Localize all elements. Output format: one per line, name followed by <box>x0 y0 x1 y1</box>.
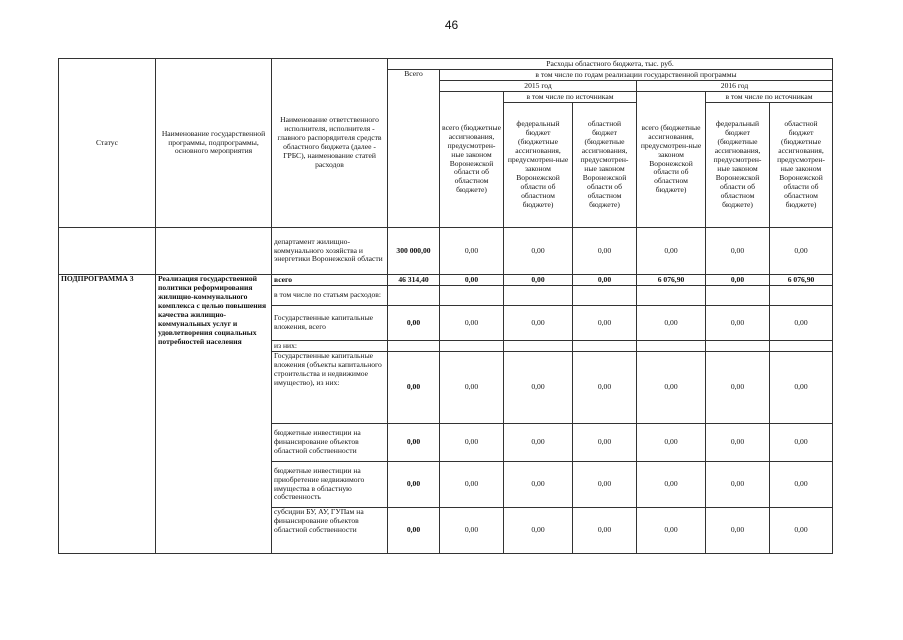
row-value: 0,00 <box>573 424 637 462</box>
header-2016-federal: федеральный бюджет (бюджетные ассигнования, предусмотрен-ные законом Воронежской области об областном бюджете) <box>706 103 770 228</box>
row-value <box>504 286 573 306</box>
row-value <box>440 286 504 306</box>
row-value: 0,00 <box>504 462 573 508</box>
dept-value-2016-total: 0,00 <box>637 228 706 275</box>
header-2015-by-sources: в том числе по источникам <box>504 92 637 103</box>
row-value: 0,00 <box>440 306 504 341</box>
row-value: 0,00 <box>573 462 637 508</box>
row-value: 0,00 <box>504 352 573 424</box>
row-label: Государственные капитальные вложения, всего <box>272 306 388 341</box>
dept-value-2016-regional: 0,00 <box>770 228 833 275</box>
header-2016-total: всего (бюджетные ассигнования, предусмотрен-ные законом Воронежской области об областном бюджете) <box>637 92 706 228</box>
header-year-2016: 2016 год <box>637 81 833 92</box>
budget-table <box>58 58 833 554</box>
row-value: 0,00 <box>770 508 833 554</box>
row-value: 0,00 <box>504 424 573 462</box>
row-label: всего <box>272 275 388 286</box>
row-value: 0,00 <box>770 306 833 341</box>
header-2016-regional: областной бюджет (бюджетные ассигнования, предусмотрен-ные законом Воронежской области об областном бюджете) <box>770 103 833 228</box>
row-value: 0,00 <box>504 508 573 554</box>
row-value: 0,00 <box>388 352 440 424</box>
header-total: Всего <box>388 70 440 228</box>
dept-name: департамент жилищно-коммунального хозяйства и энергетики Воронежской области <box>272 228 388 275</box>
row-value: 0,00 <box>706 424 770 462</box>
subprogram-status: ПОДПРОГРАММА 3 <box>59 275 156 554</box>
row-value: 0,00 <box>388 508 440 554</box>
row-label: бюджетные инвестиции на приобретение недвижимого имущества в областную собственность <box>272 462 388 508</box>
row-value: 0,00 <box>770 352 833 424</box>
row-value: 0,00 <box>770 462 833 508</box>
row-value <box>706 341 770 352</box>
row-value: 0,00 <box>706 352 770 424</box>
row-label: субсидии БУ, АУ, ГУПам на финансирование объектов областной собственности <box>272 508 388 554</box>
row-value: 0,00 <box>637 306 706 341</box>
row-label: Государственные капитальные вложения (объекты капитального строительства и недвижимое имущество), из них: <box>272 352 388 424</box>
row-value: 0,00 <box>637 424 706 462</box>
row-label: бюджетные инвестиции на финансирование объектов областной собственности <box>272 424 388 462</box>
page-number: 46 <box>444 18 459 32</box>
row-value: 0,00 <box>440 508 504 554</box>
row-value: 6 076,90 <box>637 275 706 286</box>
table-row-department <box>59 228 833 275</box>
row-value: 0,00 <box>388 462 440 508</box>
row-value: 0,00 <box>573 306 637 341</box>
row-value: 0,00 <box>706 462 770 508</box>
header-2016-by-sources: в том числе по источникам <box>706 92 833 103</box>
row-value <box>573 341 637 352</box>
row-value <box>637 341 706 352</box>
dept-status-cell <box>59 228 156 275</box>
row-value: 46 314,40 <box>388 275 440 286</box>
subprogram-name: Реализация государственной политики реформирования жилищно-коммунального комплекса с целью повышения качества жилищно-коммунальных услуг и удовлетворения социальных потребностей населения <box>156 275 272 554</box>
row-value: 0,00 <box>573 508 637 554</box>
header-2015-regional: областной бюджет (бюджетные ассигнования, предусмотрен-ные законом Воронежской области об областном бюджете) <box>573 103 637 228</box>
row-value: 0,00 <box>504 306 573 341</box>
row-value: 0,00 <box>706 306 770 341</box>
row-value: 0,00 <box>573 352 637 424</box>
row-value <box>440 341 504 352</box>
row-value <box>706 286 770 306</box>
row-value: 0,00 <box>440 275 504 286</box>
row-value: 0,00 <box>504 275 573 286</box>
dept-value-total: 300 000,00 <box>388 228 440 275</box>
row-value: 0,00 <box>440 462 504 508</box>
dept-value-2015-total: 0,00 <box>440 228 504 275</box>
dept-program-cell <box>156 228 272 275</box>
row-value: 0,00 <box>388 306 440 341</box>
row-value <box>637 286 706 306</box>
row-value: 0,00 <box>706 508 770 554</box>
row-value <box>573 286 637 306</box>
row-value <box>388 341 440 352</box>
row-value: 0,00 <box>770 424 833 462</box>
row-label: в том числе по статьям расходов: <box>272 286 388 306</box>
row-value <box>504 341 573 352</box>
header-year-2015: 2015 год <box>440 81 637 92</box>
header-program-name: Наименование государственной программы, подпрограммы, основного мероприятия <box>156 59 272 228</box>
dept-value-2015-regional: 0,00 <box>573 228 637 275</box>
row-value: 0,00 <box>573 275 637 286</box>
row-value <box>770 341 833 352</box>
table-row <box>59 275 833 286</box>
header-executor: Наименование ответственного исполнителя, исполнителя - главного распорядителя средств областного бюджета (далее - ГРБС), наименование статей расходов <box>272 59 388 228</box>
header-2015-total: всего (бюджетные ассигнования, предусмотрен-ные законом Воронежской области об областном бюджете) <box>440 92 504 228</box>
row-value: 0,00 <box>440 352 504 424</box>
row-value: 0,00 <box>440 424 504 462</box>
dept-value-2016-federal: 0,00 <box>706 228 770 275</box>
header-expenses: Расходы областного бюджета, тыс. руб. <box>388 59 833 70</box>
header-by-years: в том числе по годам реализации государственной программы <box>440 70 833 81</box>
dept-value-2015-federal: 0,00 <box>504 228 573 275</box>
row-value: 0,00 <box>388 424 440 462</box>
row-value: 0,00 <box>637 352 706 424</box>
header-status: Статус <box>59 59 156 228</box>
header-2015-federal: федеральный бюджет (бюджетные ассигнования, предусмотрен-ные законом Воронежской области об областном бюджете) <box>504 103 573 228</box>
row-value <box>770 286 833 306</box>
row-label: из них: <box>272 341 388 352</box>
row-value <box>388 286 440 306</box>
row-value: 0,00 <box>706 275 770 286</box>
row-value: 0,00 <box>637 508 706 554</box>
row-value: 6 076,90 <box>770 275 833 286</box>
row-value: 0,00 <box>637 462 706 508</box>
